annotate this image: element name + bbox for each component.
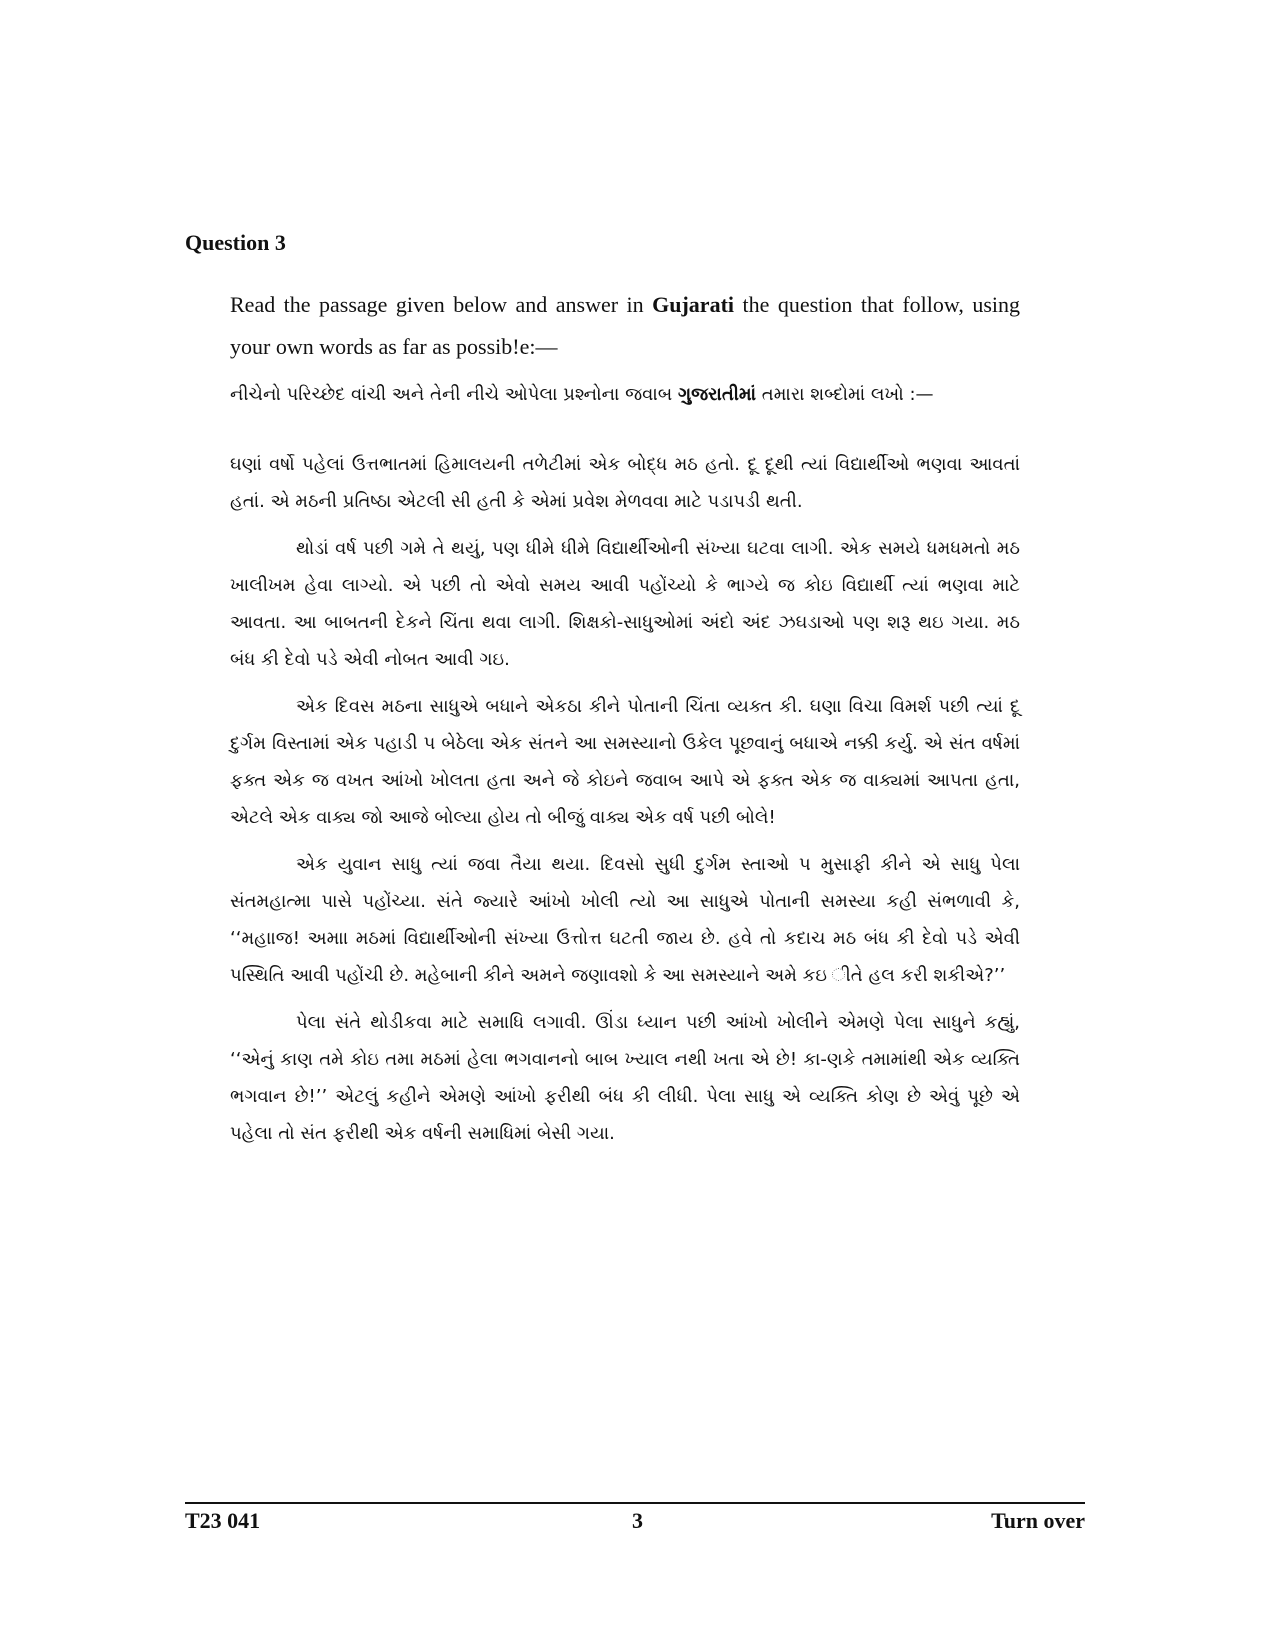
footer-page-number: 3 bbox=[632, 1508, 643, 1533]
instruction-gujarati-bold: ગુજરાતીમાં bbox=[677, 384, 757, 405]
instruction-english-text-1: Read the passage given below and answer in bbox=[230, 292, 653, 317]
passage-paragraph-4: એક યુવાન સાધુ ત્યાં જવા તૈયા થયા. દિવસો સુધી દુર્ગમ સ્તાઓ પ મુસાફી કીને એ સાધુ પેલા સંતમહાત્મા પાસે પહોંચ્યા. સંતે જ્યારે આંખો ખોલી ત્યો આ સાધુએ પોતાની સમસ્યા કહી સંભળાવી કે, ‘‘મહાાજ! અમાા મઠમાં વિદ્યાર્થીઓની સંખ્યા ઉત્તોત્ત ઘટતી જાય છે. હવે તો કદાચ મઠ બંધ કી દેવો પડે એવી પસ્થિતિ આવી પહોંચી છે. મહેબાની કીને અમને જણાવશો કે આ સમસ્યાને અમે કઇ ીતે હલ કરી શકીએ?’’ bbox=[230, 854, 1020, 986]
footer-divider bbox=[185, 1502, 1085, 1504]
footer-paper-code: T23 041 bbox=[185, 1508, 261, 1533]
instruction-gujarati-text-1: નીચેનો પરિચ્છેદ વાંચી અને તેની નીચે ઓપેલા પ્રશ્નોના જવાબ bbox=[230, 384, 678, 405]
instruction-english bbox=[230, 284, 1020, 368]
instruction-gujarati bbox=[230, 374, 1020, 416]
instruction-gujarati-text-2: તમારા શબ્દોમાં લખો :— bbox=[756, 384, 934, 405]
passage-paragraph-1: ઘણાં વર્ષો પહેલાં ઉત્તભાતમાં હિમાલયની તળેટીમાં એક બોદ્ધ મઠ હતો. દૂ દૂથી ત્યાં વિદ્યાર્થીઓ ભણવા આવતાં હતાં. એ મઠની પ્રતિષ્ઠા એટલી સી હતી કે એમાં પ્રવેશ મેળવવા માટે પડાપડી થતી. bbox=[230, 454, 1020, 512]
instruction-english-text-2: the question that follow, using your own words as far as possib!e:— bbox=[230, 292, 1020, 359]
footer-turn-over: Turn over bbox=[991, 1508, 1085, 1533]
question-heading: Question 3 bbox=[185, 230, 286, 255]
passage-paragraph-5: પેલા સંતે થોડીકવા માટે સમાધિ લગાવી. ઊંડા ધ્યાન પછી આંખો ખોલીને એમણે પેલા સાધુને કહ્યું, ‘‘એનું કાણ તમે કોઇ તમા મઠમાં હેલા ભગવાનનો બાબ ખ્યાલ નથી ખતા એ છે! કા-ણકે તમામાંથી એક વ્યક્તિ ભગવાન છે!’’ એટલું કહીને એમણે આંખો ફરીથી બંધ કી લીધી. પેલા સાધુ એ વ્યક્તિ કોણ છે એવું પૂછે એ પહેલા તો સંત ફરીથી એક વર્ષની સમાધિમાં બેસી ગયા. bbox=[230, 1012, 1020, 1144]
question-content bbox=[230, 284, 1020, 1162]
passage-paragraph-3: એક દિવસ મઠના સાધુએ બધાને એકઠા કીને પોતાની ચિંતા વ્યક્ત કી. ઘણા વિચા વિમર્શ પછી ત્યાં દૂ દુર્ગમ વિસ્તામાં એક પહાડી પ બેઠેલા એક સંતને આ સમસ્યાનો ઉકેલ પૂછવાનું બધાએ નક્કી કર્યુ. એ સંત વર્ષમાં ફક્ત એક જ વખત આંખો ખોલતા હતા અને જે કોઇને જવાબ આપે એ ફક્ત એક જ વાક્યમાં આપતા હતા, એટલે એક વાક્ય જો આજે બોલ્યા હોય તો બીજું વાક્ય એક વર્ષ પછી બોલે! bbox=[230, 696, 1020, 828]
passage-paragraph-2: થોડાં વર્ષ પછી ગમે તે થયું, પણ ધીમે ધીમે વિદ્યાર્થીઓની સંખ્યા ઘટવા લાગી. એક સમયે ધમધમતો મઠ ખાલીખમ હેવા લાગ્યો. એ પછી તો એવો સમય આવી પહોંચ્યો કે ભાગ્યે જ કોઇ વિદ્યાર્થી ત્યાં ભણવા માટે આવતા. આ બાબતની દેકને ચિંતા થવા લાગી. શિક્ષકો-સાધુઓમાં અંદો અંદ ઝઘડાઓ પણ શરૂ થઇ ગયા. મઠ બંધ કી દેવો પડે એવી નોબત આવી ગઇ. bbox=[230, 538, 1020, 670]
instruction-english-bold: Gujarati bbox=[652, 292, 735, 317]
